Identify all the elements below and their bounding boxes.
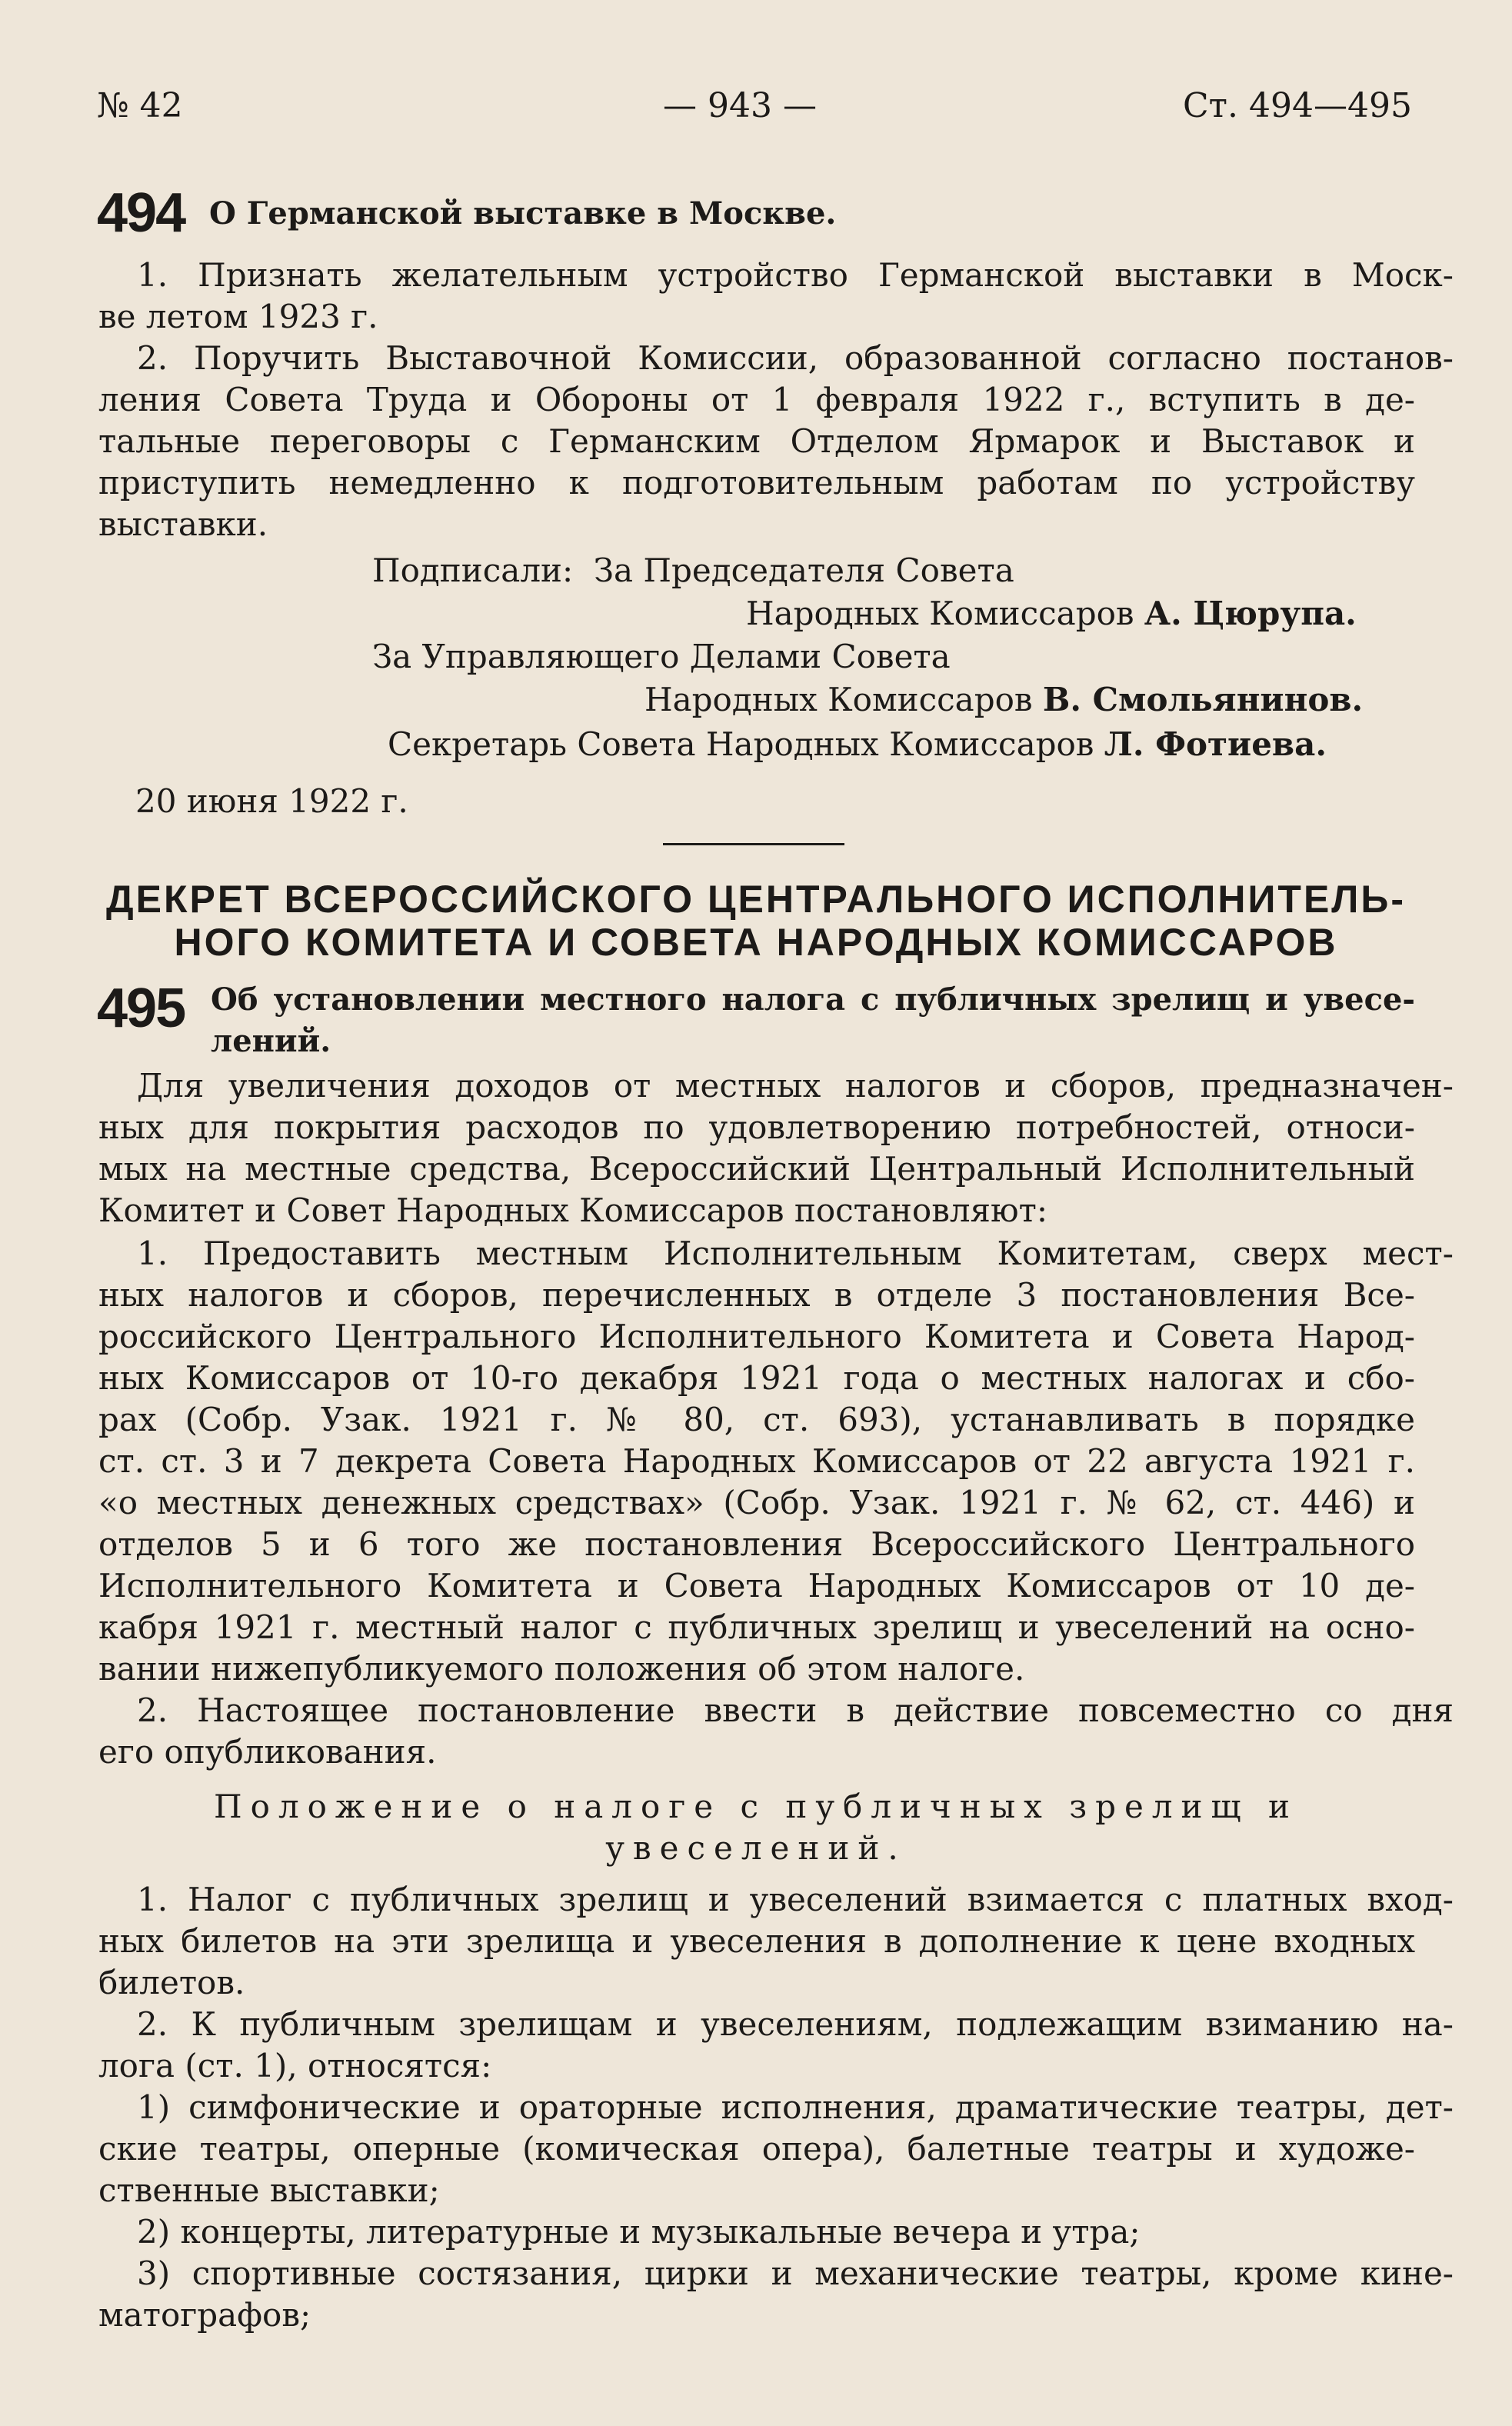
paragraph-line: отделов 5 и 6 того же постановления Всероссийского Центрального (98, 1525, 1415, 1563)
paragraph-line: ственные выставки; (98, 2171, 440, 2209)
paragraph-line: 2. Настоящее постановление ввести в действие повсеместно со дня (137, 1691, 1454, 1729)
paragraph-line: ных билетов на эти зрелища и увеселения в дополнение к цене входных (98, 1922, 1415, 1960)
paragraph-line: 2. К публичным зрелищам и увеселениям, подлежащим взиманию на- (137, 2005, 1454, 2043)
paragraph-line: 2) концерты, литературные и музыкальные вечера и утра; (137, 2213, 1141, 2251)
paragraph-line: тальные переговоры с Германским Отделом Ярмарок и Выставок и (98, 422, 1415, 460)
paragraph-line: ве летом 1923 г. (98, 298, 378, 335)
article-495-title: Об установлении местного налога с публичных зрелищ и увесе- (211, 981, 1415, 1018)
paragraph-line: Комитет и Совет Народных Комиссаров постановляют: (98, 1191, 1047, 1229)
paragraph-line: ных для покрытия расходов по удовлетворению потребностей, относи- (98, 1108, 1415, 1146)
paragraph-line: 1) симфонические и ораторные исполнения, драматические театры, дет- (137, 2088, 1454, 2126)
paragraph-line: матографов; (98, 2296, 311, 2334)
decree-heading-line2: НОГО КОМИТЕТА И СОВЕТА НАРОДНЫХ КОМИССАРОВ (174, 921, 1338, 964)
signatures-label: Подписали: За Председателя Совета (372, 552, 1014, 589)
regulation-title: Положение о налоге с публичных зрелищ и (214, 1788, 1298, 1825)
paragraph-line: ские театры, оперные (комическая опера), балетные театры и художе- (98, 2130, 1415, 2168)
document-date: 20 июня 1922 г. (135, 782, 408, 820)
paragraph-line: приступить немедленно к подготовительным работам по устройству (98, 464, 1415, 502)
signature-name: А. Цюрупа. (1144, 595, 1357, 632)
signature-name: Л. Фотиева. (1104, 725, 1327, 763)
signature-name: В. Смольянинов. (1042, 681, 1364, 718)
paragraph-line: ных налогов и сборов, перечисленных в отделе 3 постановления Все- (98, 1276, 1415, 1314)
paragraph-line: российского Центрального Исполнительного Комитета и Совета Народ- (98, 1318, 1415, 1355)
article-495-title-cont: лений. (211, 1023, 331, 1059)
paragraph-line: 1. Предоставить местным Исполнительным Комитетам, сверх мест- (137, 1235, 1454, 1272)
paragraph-line: 3) спортивные состязания, цирки и механические театры, кроме кине- (137, 2254, 1454, 2292)
signature-role: Народных Комиссаров (644, 681, 1043, 718)
paragraph-line: 1. Признать желательным устройство Германской выставки в Моск- (137, 256, 1454, 294)
paragraph-line: мых на местные средства, Всероссийский Центральный Исполнительный (98, 1150, 1415, 1188)
signature-line (388, 723, 1327, 766)
paragraph-line: ст. ст. 3 и 7 декрета Совета Народных Комиссаров от 22 августа 1921 г. (98, 1442, 1415, 1480)
paragraph-line: его опубликования. (98, 1733, 437, 1771)
signature-role: Народных Комиссаров (746, 595, 1144, 632)
article-range: Ст. 494—495 (1183, 86, 1412, 125)
signature-role: Секретарь Совета Народных Комиссаров (388, 725, 1104, 763)
paragraph-line: ления Совета Труда и Обороны от 1 февраля 1922 г., вступить в де- (98, 381, 1415, 418)
paragraph-line: 2. Поручить Выставочной Комиссии, образованной согласно постанов- (137, 339, 1454, 377)
signature-line (746, 592, 1357, 635)
article-494-title: О Германской выставке в Москве. (209, 195, 837, 232)
section-divider (663, 843, 844, 845)
article-494-number: 494 (97, 182, 185, 244)
page-number: — 943 — (663, 86, 817, 125)
regulation-title-cont: увеселений. (605, 1829, 907, 1867)
paragraph-line: ных Комиссаров от 10-го декабря 1921 года о местных налогах и сбо- (98, 1359, 1415, 1397)
paragraph-line: Для увеличения доходов от местных налогов и сборов, предназначен- (137, 1067, 1454, 1105)
paragraph-line: билетов. (98, 1964, 245, 2001)
issue-number: № 42 (97, 86, 183, 125)
paragraph-line: выставки. (98, 505, 268, 543)
signature-line (644, 678, 1363, 721)
article-495-number: 495 (97, 978, 185, 1039)
paragraph-line: 1. Налог с публичных зрелищ и увеселений взимается с платных вход- (137, 1881, 1454, 1918)
signature-role: За Управляющего Делами Совета (372, 638, 951, 675)
paragraph-line: лога (ст. 1), относятся: (98, 2047, 492, 2084)
paragraph-line: кабря 1921 г. местный налог с публичных зрелищ и увеселений на осно- (98, 1608, 1415, 1646)
paragraph-line: «о местных денежных средствах» (Собр. Узак. 1921 г. № 62, ст. 446) и (98, 1484, 1415, 1521)
paragraph-line: рах (Собр. Узак. 1921 г. № 80, ст. 693), устанавливать в порядке (98, 1401, 1415, 1438)
decree-heading-line1: ДЕКРЕТ ВСЕРОССИЙСКОГО ЦЕНТРАЛЬНОГО ИСПОЛНИТЕЛЬ- (106, 878, 1406, 921)
paragraph-line: Исполнительного Комитета и Совета Народных Комиссаров от 10 де- (98, 1567, 1415, 1605)
paragraph-line: вании нижепубликуемого положения об этом налоге. (98, 1650, 1025, 1688)
